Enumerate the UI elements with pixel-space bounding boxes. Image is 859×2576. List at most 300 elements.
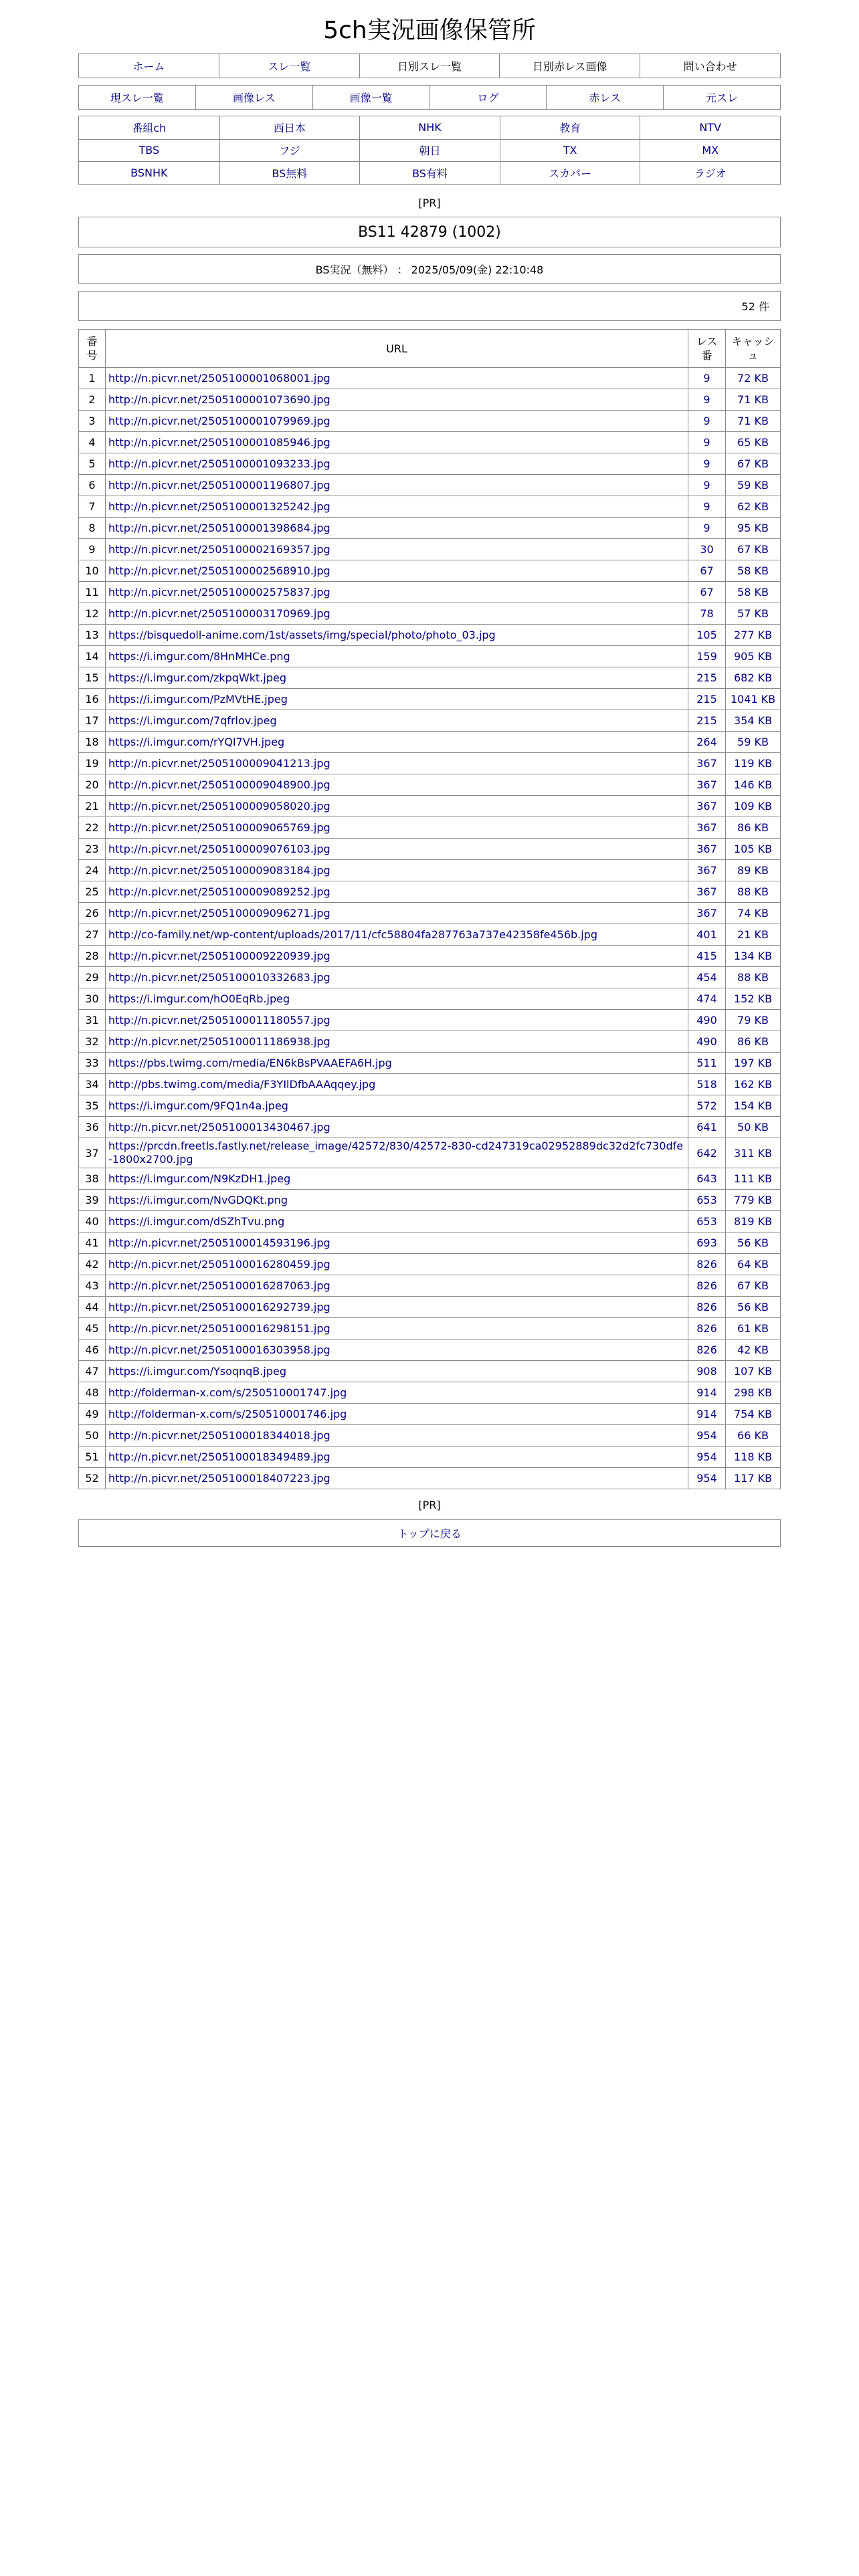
image-url-link[interactable]: http://n.picvr.net/2505100002169357.jpg <box>106 539 688 560</box>
cache-size-link[interactable]: 118 KB <box>726 1446 781 1468</box>
row-number: 42 <box>79 1254 106 1275</box>
image-url-link[interactable]: https://i.imgur.com/dSZhTvu.png <box>106 1211 688 1232</box>
res-number-link[interactable]: 954 <box>688 1425 726 1446</box>
row-number: 16 <box>79 689 106 710</box>
res-number-link[interactable]: 78 <box>688 603 726 625</box>
cache-size-link[interactable]: 67 KB <box>726 539 781 560</box>
res-number-link[interactable]: 264 <box>688 732 726 753</box>
row-number: 8 <box>79 518 106 539</box>
row-number: 13 <box>79 625 106 646</box>
row-number: 46 <box>79 1339 106 1361</box>
res-number-link[interactable]: 9 <box>688 389 726 411</box>
table-row <box>79 689 781 710</box>
row-number: 1 <box>79 368 106 389</box>
table-row <box>79 1074 781 1095</box>
image-url-link[interactable]: http://n.picvr.net/2505100002575837.jpg <box>106 582 688 603</box>
row-number: 28 <box>79 946 106 967</box>
row-number: 10 <box>79 560 106 582</box>
image-url-link[interactable]: http://n.picvr.net/2505100009041213.jpg <box>106 753 688 774</box>
cache-size-link[interactable]: 21 KB <box>726 924 781 946</box>
image-url-link[interactable]: http://pbs.twimg.com/media/F3YIlDfbAAAqqey.jpg <box>106 1074 688 1095</box>
cache-size-link[interactable]: 86 KB <box>726 817 781 839</box>
image-url-link[interactable]: https://i.imgur.com/NvGDQKt.png <box>106 1190 688 1211</box>
table-row <box>79 1297 781 1318</box>
row-number: 22 <box>79 817 106 839</box>
table-row <box>79 881 781 903</box>
image-url-link[interactable]: http://n.picvr.net/2505100009048900.jpg <box>106 774 688 796</box>
row-number: 31 <box>79 1010 106 1031</box>
nav-current-threads-link[interactable]: 現スレ一覧 <box>110 92 164 104</box>
image-url-link[interactable]: http://n.picvr.net/2505100001093233.jpg <box>106 453 688 475</box>
row-number: 37 <box>79 1138 106 1168</box>
image-url-link[interactable]: http://n.picvr.net/2505100009065769.jpg <box>106 817 688 839</box>
board-link[interactable]: ラジオ <box>640 161 780 184</box>
row-number: 45 <box>79 1318 106 1339</box>
cache-size-link[interactable]: 779 KB <box>726 1190 781 1211</box>
image-url-link[interactable]: http://n.picvr.net/2505100018344018.jpg <box>106 1425 688 1446</box>
cache-size-link[interactable]: 66 KB <box>726 1425 781 1446</box>
res-number-link[interactable]: 367 <box>688 903 726 924</box>
pr-label-bottom: [PR] <box>418 1499 441 1511</box>
cache-size-link[interactable]: 95 KB <box>726 518 781 539</box>
res-number-link[interactable]: 367 <box>688 860 726 881</box>
row-number: 44 <box>79 1297 106 1318</box>
back-box <box>78 1519 781 1547</box>
res-number-link[interactable]: 415 <box>688 946 726 967</box>
image-count: 52 件 <box>741 300 769 313</box>
cache-size-link[interactable]: 65 KB <box>726 432 781 453</box>
cache-size-link[interactable]: 42 KB <box>726 1339 781 1361</box>
board-link[interactable]: スカパー <box>500 161 640 184</box>
res-number-link[interactable]: 215 <box>688 667 726 689</box>
board-link[interactable]: 西日本 <box>219 116 360 139</box>
nav-daily-red-res-images-link[interactable]: 日別赤レス画像 <box>499 54 640 78</box>
board-link[interactable]: NHK <box>359 116 500 139</box>
res-number-link[interactable]: 454 <box>688 967 726 988</box>
row-number: 39 <box>79 1190 106 1211</box>
row-number: 49 <box>79 1404 106 1425</box>
image-url-link[interactable]: http://n.picvr.net/2505100016298151.jpg <box>106 1318 688 1339</box>
cache-size-link[interactable]: 64 KB <box>726 1254 781 1275</box>
res-number-link[interactable]: 9 <box>688 432 726 453</box>
table-row <box>79 1190 781 1211</box>
board-link[interactable]: 教育 <box>500 116 640 139</box>
cache-size-link[interactable]: 89 KB <box>726 860 781 881</box>
image-url-link[interactable]: https://prcdn.freetls.fastly.net/release_image/42572/830/42572-830-cd247319ca02952889dc32d2fc730dfe-1800x2700.jpg <box>106 1138 688 1168</box>
cache-size-link[interactable]: 62 KB <box>726 496 781 518</box>
row-number: 33 <box>79 1053 106 1074</box>
table-row <box>79 432 781 453</box>
cache-size-link[interactable]: 298 KB <box>726 1382 781 1404</box>
row-number: 27 <box>79 924 106 946</box>
table-row <box>79 582 781 603</box>
cache-size-link[interactable]: 111 KB <box>726 1168 781 1190</box>
nav-contact-link[interactable]: 問い合わせ <box>640 54 780 78</box>
cache-size-link[interactable]: 58 KB <box>726 560 781 582</box>
cache-size-link[interactable]: 107 KB <box>726 1361 781 1382</box>
res-number-link[interactable]: 9 <box>688 518 726 539</box>
cache-size-link[interactable]: 117 KB <box>726 1468 781 1489</box>
cache-size-link[interactable]: 71 KB <box>726 411 781 432</box>
row-number: 52 <box>79 1468 106 1489</box>
thread-title-box <box>78 217 781 247</box>
image-url-link[interactable]: https://pbs.twimg.com/media/EN6kBsPVAAEFA6H.jpg <box>106 1053 688 1074</box>
image-url-link[interactable]: http://n.picvr.net/2505100018349489.jpg <box>106 1446 688 1468</box>
image-url-link[interactable]: http://folderman-x.com/s/250510001747.jpg <box>106 1382 688 1404</box>
res-number-link[interactable]: 653 <box>688 1211 726 1232</box>
table-row <box>79 560 781 582</box>
cache-size-link[interactable]: 152 KB <box>726 988 781 1010</box>
image-url-link[interactable]: https://i.imgur.com/rYQI7VH.jpeg <box>106 732 688 753</box>
board-link[interactable]: TX <box>500 139 640 162</box>
image-url-link[interactable]: http://n.picvr.net/2505100001398684.jpg <box>106 518 688 539</box>
res-number-link[interactable]: 914 <box>688 1382 726 1404</box>
table-row <box>79 1382 781 1404</box>
table-row <box>79 774 781 796</box>
cache-size-link[interactable]: 109 KB <box>726 796 781 817</box>
cache-size-link[interactable]: 311 KB <box>726 1138 781 1168</box>
cache-size-link[interactable]: 682 KB <box>726 667 781 689</box>
board-link[interactable]: 番組ch <box>132 122 167 135</box>
image-url-link[interactable]: http://n.picvr.net/2505100010332683.jpg <box>106 967 688 988</box>
table-row <box>79 732 781 753</box>
table-row <box>79 1446 781 1468</box>
board-link[interactable]: MX <box>640 139 780 162</box>
cache-size-link[interactable]: 905 KB <box>726 646 781 667</box>
res-number-link[interactable]: 9 <box>688 496 726 518</box>
cache-size-link[interactable]: 58 KB <box>726 582 781 603</box>
cache-size-link[interactable]: 146 KB <box>726 774 781 796</box>
table-row <box>79 496 781 518</box>
site-title: 5ch実況画像保管所 <box>323 17 536 44</box>
table-row <box>79 710 781 732</box>
nav-image-res-link[interactable]: 画像レス <box>195 86 312 109</box>
table-row <box>79 1138 781 1168</box>
res-number-link[interactable]: 367 <box>688 774 726 796</box>
image-url-link[interactable]: https://i.imgur.com/hO0EqRb.jpeg <box>106 988 688 1010</box>
image-url-link[interactable]: http://n.picvr.net/2505100001085946.jpg <box>106 432 688 453</box>
table-row <box>79 625 781 646</box>
board-link[interactable]: BSNHK <box>79 161 219 184</box>
nav-home-link[interactable]: ホーム <box>132 60 165 73</box>
res-number-link[interactable]: 572 <box>688 1095 726 1117</box>
row-number: 17 <box>79 710 106 732</box>
table-row <box>79 389 781 411</box>
res-number-link[interactable]: 826 <box>688 1254 726 1275</box>
image-url-link[interactable]: http://n.picvr.net/2505100003170969.jpg <box>106 603 688 625</box>
cache-size-link[interactable]: 354 KB <box>726 710 781 732</box>
row-number: 23 <box>79 839 106 860</box>
cache-size-link[interactable]: 59 KB <box>726 732 781 753</box>
cache-size-link[interactable]: 59 KB <box>726 475 781 496</box>
res-number-link[interactable]: 914 <box>688 1404 726 1425</box>
res-number-link[interactable]: 511 <box>688 1053 726 1074</box>
res-number-link[interactable]: 367 <box>688 817 726 839</box>
table-row <box>79 1010 781 1031</box>
header-res: レス番 <box>688 330 726 368</box>
count-box <box>78 291 781 321</box>
cache-size-link[interactable]: 88 KB <box>726 967 781 988</box>
nav-daily-thread-list-link[interactable]: 日別スレ一覧 <box>359 54 500 78</box>
table-row <box>79 1031 781 1053</box>
cache-size-link[interactable]: 61 KB <box>726 1318 781 1339</box>
cache-size-link[interactable]: 105 KB <box>726 839 781 860</box>
res-number-link[interactable]: 826 <box>688 1275 726 1297</box>
table-row <box>79 368 781 389</box>
image-url-link[interactable]: http://n.picvr.net/2505100009076103.jpg <box>106 839 688 860</box>
res-number-link[interactable]: 908 <box>688 1361 726 1382</box>
image-url-link[interactable]: http://n.picvr.net/2505100014593196.jpg <box>106 1232 688 1254</box>
row-number: 24 <box>79 860 106 881</box>
image-url-link[interactable]: http://n.picvr.net/2505100016303958.jpg <box>106 1339 688 1361</box>
image-url-link[interactable]: http://n.picvr.net/2505100009083184.jpg <box>106 860 688 881</box>
row-number: 5 <box>79 453 106 475</box>
res-number-link[interactable]: 954 <box>688 1468 726 1489</box>
res-number-link[interactable]: 490 <box>688 1010 726 1031</box>
table-row <box>79 1404 781 1425</box>
res-number-link[interactable]: 9 <box>688 411 726 432</box>
res-number-link[interactable]: 367 <box>688 881 726 903</box>
cache-size-link[interactable]: 197 KB <box>726 1053 781 1074</box>
res-number-link[interactable]: 826 <box>688 1297 726 1318</box>
image-url-link[interactable]: http://n.picvr.net/2505100011186938.jpg <box>106 1031 688 1053</box>
cache-size-link[interactable]: 88 KB <box>726 881 781 903</box>
header-size: キャッシュ <box>726 330 781 368</box>
res-number-link[interactable]: 159 <box>688 646 726 667</box>
row-number: 43 <box>79 1275 106 1297</box>
cache-size-link[interactable]: 134 KB <box>726 946 781 967</box>
image-url-link[interactable]: https://i.imgur.com/7qfrlov.jpeg <box>106 710 688 732</box>
cache-size-link[interactable]: 1041 KB <box>726 689 781 710</box>
nav-thread-list-link[interactable]: スレ一覧 <box>219 54 359 78</box>
table-row <box>79 1361 781 1382</box>
res-number-link[interactable]: 954 <box>688 1446 726 1468</box>
board-link[interactable]: フジ <box>219 139 360 162</box>
row-number: 26 <box>79 903 106 924</box>
back-to-top-link[interactable]: トップに戻る <box>397 1527 462 1540</box>
image-url-link[interactable]: https://i.imgur.com/zkpqWkt.jpeg <box>106 667 688 689</box>
image-url-link[interactable]: http://n.picvr.net/2505100001068001.jpg <box>106 368 688 389</box>
res-number-link[interactable]: 30 <box>688 539 726 560</box>
table-row <box>79 839 781 860</box>
row-number: 21 <box>79 796 106 817</box>
res-number-link[interactable]: 826 <box>688 1339 726 1361</box>
thread-title: BS11 42879 (1002) <box>358 223 501 241</box>
row-number: 47 <box>79 1361 106 1382</box>
image-url-link[interactable]: http://n.picvr.net/2505100002568910.jpg <box>106 560 688 582</box>
board-link[interactable]: NTV <box>640 116 780 139</box>
cache-size-link[interactable]: 754 KB <box>726 1404 781 1425</box>
res-number-link[interactable]: 9 <box>688 475 726 496</box>
res-number-link[interactable]: 693 <box>688 1232 726 1254</box>
image-url-link[interactable]: https://i.imgur.com/YsoqnqB.jpeg <box>106 1361 688 1382</box>
cache-size-link[interactable]: 162 KB <box>726 1074 781 1095</box>
image-url-link[interactable]: https://i.imgur.com/PzMVtHE.jpeg <box>106 689 688 710</box>
header-url: URL <box>106 330 688 368</box>
res-number-link[interactable]: 9 <box>688 368 726 389</box>
thread-info: BS実況（無料） ： 2025/05/09(金) 22:10:48 <box>315 263 544 276</box>
table-row <box>79 1339 781 1361</box>
table-row <box>79 1425 781 1446</box>
top-nav <box>78 53 781 78</box>
cache-size-link[interactable]: 56 KB <box>726 1297 781 1318</box>
row-number: 9 <box>79 539 106 560</box>
res-number-link[interactable]: 641 <box>688 1117 726 1138</box>
image-url-link[interactable]: http://n.picvr.net/2505100009096271.jpg <box>106 903 688 924</box>
table-row <box>79 539 781 560</box>
board-link[interactable]: BS有料 <box>359 161 500 184</box>
board-grid <box>78 116 781 185</box>
row-number: 19 <box>79 753 106 774</box>
table-row <box>79 411 781 432</box>
res-number-link[interactable]: 474 <box>688 988 726 1010</box>
image-url-link[interactable]: http://co-family.net/wp-content/uploads/2017/11/cfc58804fa287763a737e42358fe456b.jpg <box>106 924 688 946</box>
table-row <box>79 1168 781 1190</box>
table-row <box>79 1254 781 1275</box>
row-number: 35 <box>79 1095 106 1117</box>
row-number: 20 <box>79 774 106 796</box>
table-row <box>79 1095 781 1117</box>
res-number-link[interactable]: 67 <box>688 582 726 603</box>
header-num: 番号 <box>79 330 106 368</box>
cache-size-link[interactable]: 277 KB <box>726 625 781 646</box>
row-number: 4 <box>79 432 106 453</box>
cache-size-link[interactable]: 57 KB <box>726 603 781 625</box>
image-url-link[interactable]: http://n.picvr.net/2505100009058020.jpg <box>106 796 688 817</box>
row-number: 25 <box>79 881 106 903</box>
cache-size-link[interactable]: 56 KB <box>726 1232 781 1254</box>
image-url-link[interactable]: http://n.picvr.net/2505100009089252.jpg <box>106 881 688 903</box>
image-url-link[interactable]: https://i.imgur.com/N9KzDH1.jpeg <box>106 1168 688 1190</box>
row-number: 14 <box>79 646 106 667</box>
cache-size-link[interactable]: 74 KB <box>726 903 781 924</box>
image-url-link[interactable]: http://n.picvr.net/2505100016287063.jpg <box>106 1275 688 1297</box>
table-row <box>79 453 781 475</box>
image-url-link[interactable]: http://n.picvr.net/2505100001073690.jpg <box>106 389 688 411</box>
table-header-row <box>79 330 781 368</box>
board-link[interactable]: TBS <box>79 139 219 162</box>
cache-size-link[interactable]: 79 KB <box>726 1010 781 1031</box>
row-number: 6 <box>79 475 106 496</box>
image-url-link[interactable]: https://i.imgur.com/9FQ1n4a.jpeg <box>106 1095 688 1117</box>
row-number: 18 <box>79 732 106 753</box>
thread-info-box <box>78 254 781 284</box>
row-number: 12 <box>79 603 106 625</box>
res-number-link[interactable]: 490 <box>688 1031 726 1053</box>
sub-nav <box>78 85 781 110</box>
row-number: 15 <box>79 667 106 689</box>
image-url-link[interactable]: http://n.picvr.net/2505100013430467.jpg <box>106 1117 688 1138</box>
cache-size-link[interactable]: 86 KB <box>726 1031 781 1053</box>
row-number: 40 <box>79 1211 106 1232</box>
row-number: 50 <box>79 1425 106 1446</box>
cache-size-link[interactable]: 50 KB <box>726 1117 781 1138</box>
image-url-link[interactable]: http://n.picvr.net/2505100018407223.jpg <box>106 1468 688 1489</box>
row-number: 41 <box>79 1232 106 1254</box>
table-row <box>79 475 781 496</box>
nav-red-res-link[interactable]: 赤レス <box>546 86 663 109</box>
row-number: 34 <box>79 1074 106 1095</box>
row-number: 7 <box>79 496 106 518</box>
image-url-link[interactable]: https://bisquedoll-anime.com/1st/assets/img/special/photo/photo_03.jpg <box>106 625 688 646</box>
nav-original-thread-link[interactable]: 元スレ <box>663 86 780 109</box>
cache-size-link[interactable]: 67 KB <box>726 453 781 475</box>
table-row <box>79 1053 781 1074</box>
cache-size-link[interactable]: 72 KB <box>726 368 781 389</box>
row-number: 51 <box>79 1446 106 1468</box>
res-number-link[interactable]: 643 <box>688 1168 726 1190</box>
image-table <box>78 329 781 1489</box>
image-url-link[interactable]: http://n.picvr.net/2505100001325242.jpg <box>106 496 688 518</box>
table-row <box>79 667 781 689</box>
row-number: 36 <box>79 1117 106 1138</box>
row-number: 38 <box>79 1168 106 1190</box>
row-number: 30 <box>79 988 106 1010</box>
res-number-link[interactable]: 367 <box>688 796 726 817</box>
res-number-link[interactable]: 215 <box>688 689 726 710</box>
row-number: 32 <box>79 1031 106 1053</box>
table-row <box>79 1232 781 1254</box>
cache-size-link[interactable]: 119 KB <box>726 753 781 774</box>
res-number-link[interactable]: 401 <box>688 924 726 946</box>
res-number-link[interactable]: 367 <box>688 753 726 774</box>
table-row <box>79 518 781 539</box>
nav-image-list-link[interactable]: 画像一覧 <box>312 86 430 109</box>
res-number-link[interactable]: 653 <box>688 1190 726 1211</box>
cache-size-link[interactable]: 154 KB <box>726 1095 781 1117</box>
res-number-link[interactable]: 9 <box>688 453 726 475</box>
image-url-link[interactable]: http://n.picvr.net/2505100009220939.jpg <box>106 946 688 967</box>
table-row <box>79 646 781 667</box>
table-row <box>79 1318 781 1339</box>
table-row <box>79 753 781 774</box>
res-number-link[interactable]: 642 <box>688 1138 726 1168</box>
cache-size-link[interactable]: 819 KB <box>726 1211 781 1232</box>
res-number-link[interactable]: 367 <box>688 839 726 860</box>
image-url-link[interactable]: https://i.imgur.com/8HnMHCe.png <box>106 646 688 667</box>
image-url-link[interactable]: http://n.picvr.net/2505100001196807.jpg <box>106 475 688 496</box>
res-number-link[interactable]: 105 <box>688 625 726 646</box>
table-row <box>79 1117 781 1138</box>
table-row <box>79 796 781 817</box>
res-number-link[interactable]: 518 <box>688 1074 726 1095</box>
image-url-link[interactable]: http://n.picvr.net/2505100016292739.jpg <box>106 1297 688 1318</box>
table-row <box>79 1275 781 1297</box>
table-row <box>79 1468 781 1489</box>
res-number-link[interactable]: 826 <box>688 1318 726 1339</box>
nav-log-link[interactable]: ログ <box>429 86 546 109</box>
image-url-link[interactable]: http://folderman-x.com/s/250510001746.jpg <box>106 1404 688 1425</box>
res-number-link[interactable]: 215 <box>688 710 726 732</box>
table-row <box>79 946 781 967</box>
board-link[interactable]: BS無料 <box>219 161 360 184</box>
table-row <box>79 603 781 625</box>
cache-size-link[interactable]: 67 KB <box>726 1275 781 1297</box>
image-url-link[interactable]: http://n.picvr.net/2505100011180557.jpg <box>106 1010 688 1031</box>
row-number: 29 <box>79 967 106 988</box>
image-url-link[interactable]: http://n.picvr.net/2505100016280459.jpg <box>106 1254 688 1275</box>
board-link[interactable]: 朝日 <box>359 139 500 162</box>
table-row <box>79 967 781 988</box>
row-number: 3 <box>79 411 106 432</box>
cache-size-link[interactable]: 71 KB <box>726 389 781 411</box>
pr-label-top: [PR] <box>418 197 441 209</box>
table-row <box>79 860 781 881</box>
row-number: 11 <box>79 582 106 603</box>
image-url-link[interactable]: http://n.picvr.net/2505100001079969.jpg <box>106 411 688 432</box>
table-row <box>79 817 781 839</box>
res-number-link[interactable]: 67 <box>688 560 726 582</box>
